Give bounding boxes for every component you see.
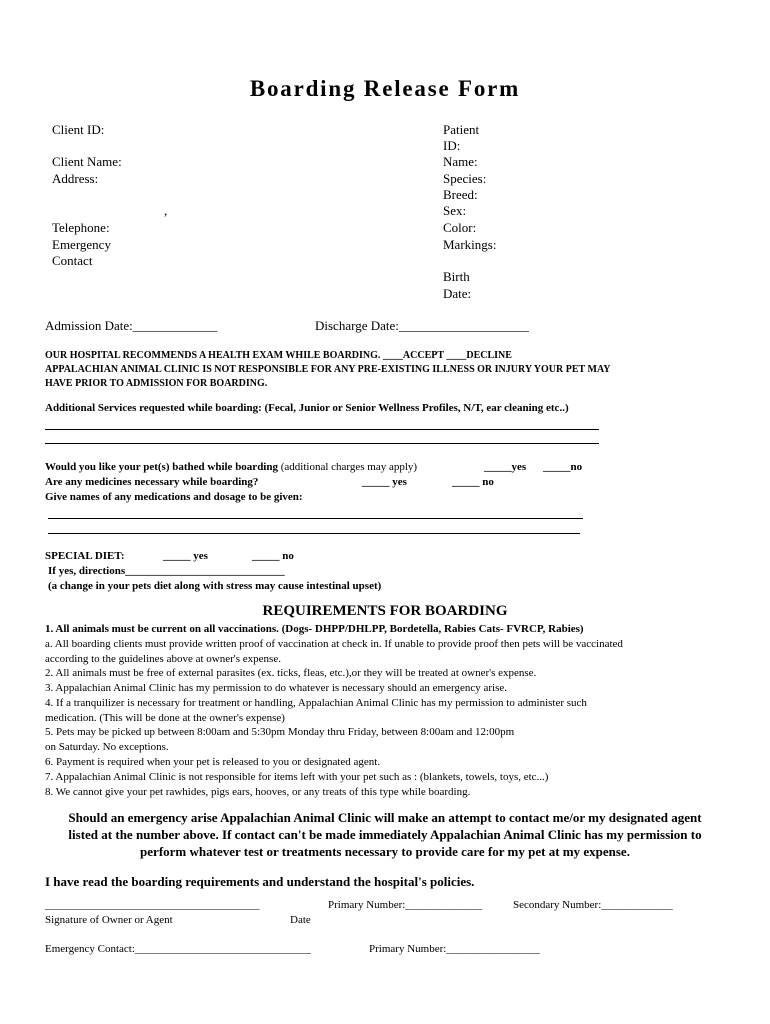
health-exam-notice: OUR HOSPITAL RECOMMENDS A HEALTH EXAM WHILE BOARDING. ____ACCEPT ____DECLINE (45, 350, 512, 361)
requirement-4-continued: medication. (This will be done at the owner's expense) (45, 712, 285, 724)
requirement-1a-continued: according to the guidelines above at owner's expense. (45, 653, 281, 665)
emergency-statement-line-3: perform whatever test or treatments necessary to provide care for my pet at my expense. (140, 844, 630, 859)
patient-id-label: ID: (443, 138, 461, 153)
special-diet-label: SPECIAL DIET: (45, 550, 125, 562)
additional-services-label: Additional Services requested while boarding: (Fecal, Junior or Senior Wellness Profiles, N/T, ear cleaning etc..) (45, 402, 569, 414)
secondary-number-field[interactable]: Secondary Number:_____________ (513, 899, 673, 911)
medications-dosage-label: Give names of any medications and dosage to be given: (45, 491, 303, 503)
acknowledgement-statement: I have read the boarding requirements and understand the hospital's policies. (45, 874, 475, 889)
signature-line[interactable]: _______________________________________ (45, 899, 260, 911)
contact-label: Contact (52, 253, 93, 268)
color-label: Color: (443, 220, 477, 235)
address-label: Address: (52, 171, 99, 186)
admission-date-field[interactable]: Admission Date:_____________ (45, 318, 218, 333)
medications-line-2[interactable] (48, 533, 580, 534)
emergency-contact-field[interactable]: Emergency Contact:________________________________ (45, 943, 311, 955)
requirement-8: 8. We cannot give your pet rawhides, pigs ears, hooves, or any treats of this type while boarding. (45, 786, 471, 798)
page-title: Boarding Release Form (249, 76, 521, 101)
requirement-7: 7. Appalachian Animal Clinic is not responsible for items left with your pet such as : (blankets, towels, toys, etc...) (45, 771, 549, 783)
address-comma: , (164, 203, 168, 218)
requirement-3: 3. Appalachian Animal Clinic has my permission to do whatever is necessary should an emergency arise. (45, 682, 507, 694)
bath-question-text: Would you like your pet(s) bathed while boarding (45, 461, 278, 473)
diet-directions-field[interactable]: If yes, directions_____________________________ (48, 565, 285, 577)
requirement-5-continued: on Saturday. No exceptions. (45, 741, 169, 753)
requirement-1a: a. All boarding clients must provide written proof of vaccination at check in. If unable to provide proof then pets will be vaccinated (45, 638, 623, 650)
requirement-4: 4. If a tranquilizer is necessary for treatment or handling, Appalachian Animal Clinic has my permission to administer such (45, 697, 587, 709)
breed-label: Breed: (443, 187, 478, 202)
primary-number-field[interactable]: Primary Number:______________ (328, 899, 483, 911)
species-label: Species: (443, 171, 487, 186)
bath-yes-option[interactable]: _____yes (484, 461, 527, 473)
bath-question (45, 461, 417, 473)
patient-label: Patient (443, 122, 480, 137)
medicines-no-option[interactable]: _____ no (452, 476, 494, 488)
discharge-date-field[interactable]: Discharge Date:____________________ (315, 318, 529, 333)
diet-warning-note: (a change in your pets diet along with stress may cause intestinal upset) (48, 580, 382, 592)
medicines-yes-option[interactable]: _____ yes (362, 476, 407, 488)
services-line-1[interactable] (45, 429, 599, 430)
emergency-statement-line-2: listed at the number above. If contact can't be made immediately Appalachian Animal Clinic has my permission to (68, 827, 702, 842)
signature-label: Signature of Owner or Agent (45, 914, 173, 926)
emergency-primary-number-field[interactable]: Primary Number:_________________ (369, 943, 540, 955)
liability-notice-continued: HAVE PRIOR TO ADMISSION FOR BOARDING. (45, 378, 268, 389)
liability-notice: APPALACHIAN ANIMAL CLINIC IS NOT RESPONSIBLE FOR ANY PRE-EXISTING ILLNESS OR INJURY YOUR PET MAY (45, 364, 611, 375)
bath-charges-note: (additional charges may apply) (277, 461, 418, 473)
medications-line-1[interactable] (48, 518, 583, 519)
client-name-label: Client Name: (52, 154, 122, 169)
date-label: Date (290, 914, 311, 926)
bath-no-option[interactable]: _____no (543, 461, 583, 473)
birth-label: Birth (443, 269, 470, 284)
sex-label: Sex: (443, 203, 467, 218)
requirements-heading: REQUIREMENTS FOR BOARDING (262, 603, 508, 619)
services-line-2[interactable] (45, 443, 599, 444)
telephone-label: Telephone: (52, 220, 110, 235)
birth-date-label: Date: (443, 286, 472, 301)
diet-no-option[interactable]: _____ no (252, 550, 294, 562)
requirement-5: 5. Pets may be picked up between 8:00am and 5:30pm Monday thru Friday, between 8:00am and 12:00pm (45, 726, 515, 738)
diet-yes-option[interactable]: _____ yes (163, 550, 208, 562)
medicines-question: Are any medicines necessary while boarding? (45, 476, 259, 488)
emergency-label: Emergency (52, 237, 111, 252)
emergency-statement-line-1: Should an emergency arise Appalachian Animal Clinic will make an attempt to contact me/or my designated agent (68, 810, 702, 825)
patient-name-label: Name: (443, 154, 478, 169)
requirement-6: 6. Payment is required when your pet is released to you or designated agent. (45, 756, 381, 768)
requirement-1: 1. All animals must be current on all vaccinations. (Dogs- DHPP/DHLPP, Bordetella, Rabies Cats- FVRCP, Rabies) (45, 623, 584, 635)
markings-label: Markings: (443, 237, 497, 252)
client-id-label: Client ID: (52, 122, 105, 137)
requirement-2: 2. All animals must be free of external parasites (ex. ticks, fleas, etc.),or they will be treated at owner's expense. (45, 667, 537, 679)
